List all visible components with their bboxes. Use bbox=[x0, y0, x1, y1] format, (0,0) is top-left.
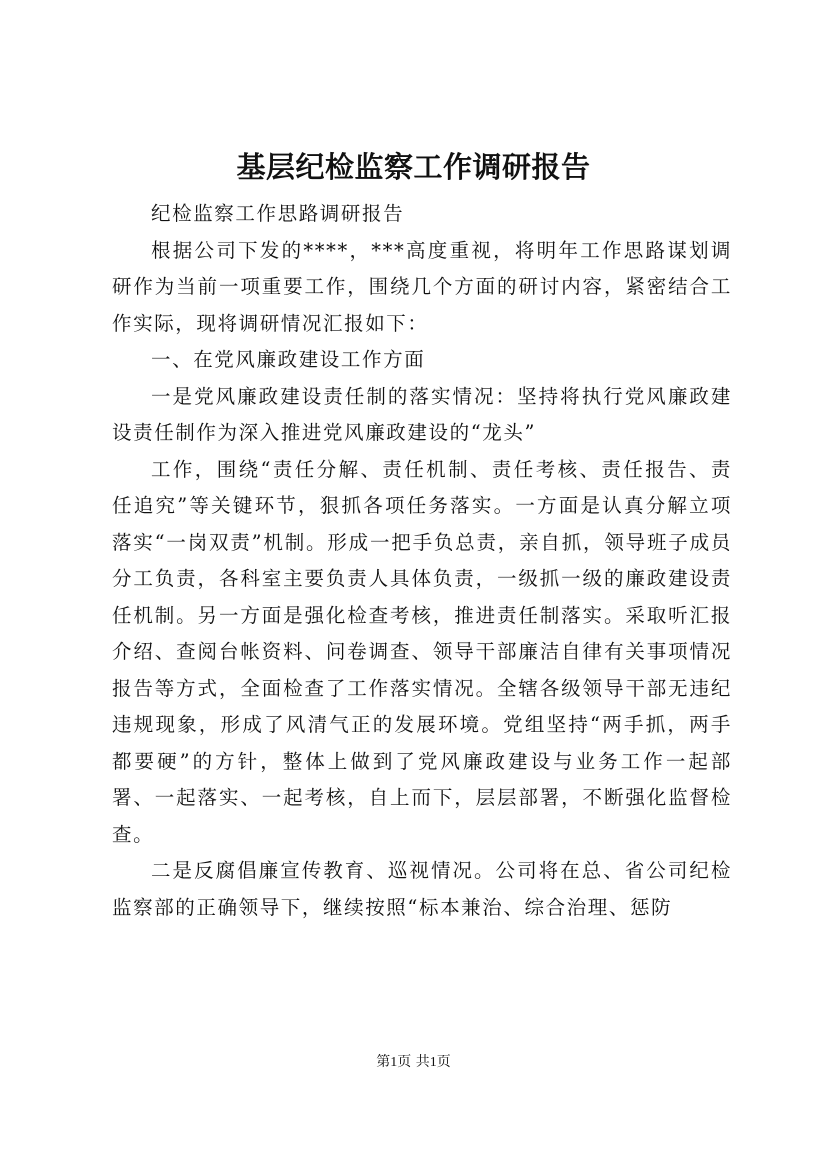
paragraph-item-one-detail: 工作，围绕“责任分解、责任机制、责任考核、责任报告、责任追究”等关键环节，狠抓各项任务落实。一方面是认真分解立项落实“一岗双责”机制。形成一把手负总责，亲自抓，领导班子成员分工负责，各科室主要负责人具体负责，一级抓一级的廉政建设责任机制。另一方面是强化检查考核，推进责任制落实。采取听汇报介绍、查阅台帐资料、问卷调查、领导干部廉洁自律有关事项情况报告等方式，全面检查了工作落实情况。全辖各级领导干部无违纪违规现象，形成了风清气正的发展环境。党组坚持“两手抓，两手都要硬”的方针，整体上做到了党风廉政建设与业务工作一起部署、一起落实、一起考核，自上而下，层层部署，不断强化监督检查。 bbox=[112, 457, 732, 846]
paragraph-item-one: 一是党风廉政建设责任制的落实情况：坚持将执行党风廉政建设责任制作为深入推进党风廉政建设的“龙头” bbox=[112, 384, 732, 444]
page-footer bbox=[0, 1052, 827, 1073]
footer-page-number: 1 bbox=[390, 1055, 398, 1070]
paragraph-item-two: 二是反腐倡廉宣传教育、巡视情况。公司将在总、省公司纪检监察部的正确领导下，继续按照“标本兼治、综合治理、惩防 bbox=[112, 859, 732, 919]
footer-page-total: 1 bbox=[429, 1055, 437, 1070]
footer-page-suffix: 页 bbox=[436, 1054, 451, 1070]
footer-page-mid: 页 共 bbox=[397, 1054, 430, 1070]
document-title: 基层纪检监察工作调研报告 bbox=[236, 150, 591, 184]
footer-page-prefix: 第 bbox=[376, 1054, 391, 1070]
document-body bbox=[112, 196, 732, 926]
paragraph-intro: 根据公司下发的****，***高度重视，将明年工作思路谋划调研作为当前一项重要工作，围绕几个方面的研讨内容，紧密结合工作实际，现将调研情况汇报如下： bbox=[112, 238, 732, 335]
paragraph-subtitle: 纪检监察工作思路调研报告 bbox=[151, 202, 405, 225]
paragraph-section-heading: 一、在党风廉政建设工作方面 bbox=[151, 348, 426, 371]
